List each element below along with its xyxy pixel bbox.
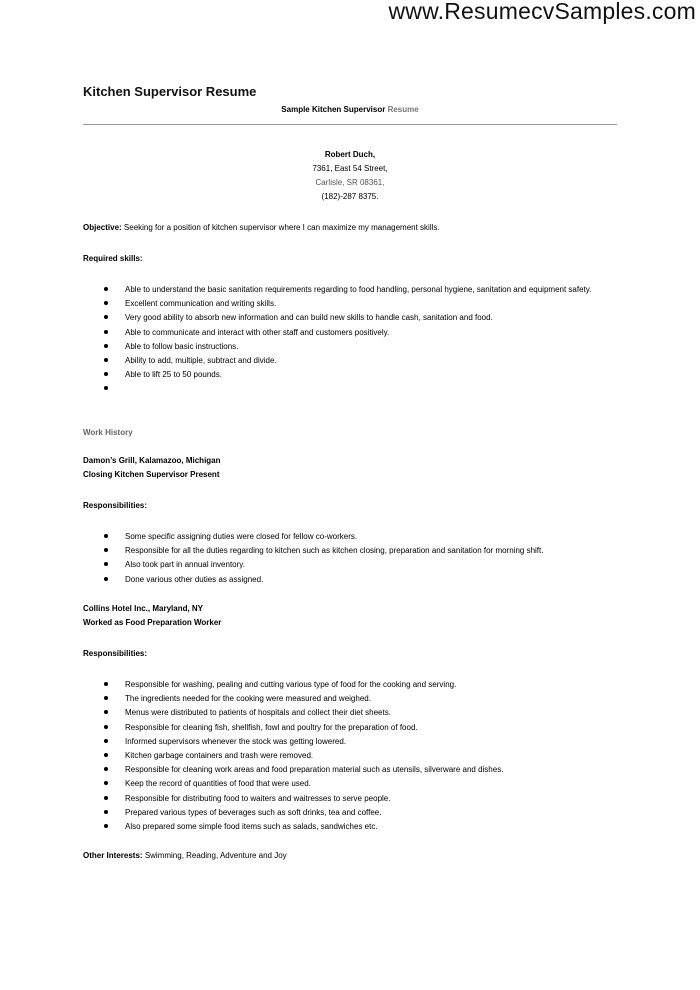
contact-name: Robert Duch, [324, 150, 376, 159]
skills-heading: Required skills: [83, 254, 143, 263]
job-1-employer: Damon’s Grill, Kalamazoo, Michigan [83, 456, 221, 465]
list-item: Some specific assigning duties were closed for fellow co-workers. [83, 530, 623, 544]
list-item: Menus were distributed to patients of hospitals and collect their diet sheets. [83, 706, 623, 720]
list-item: Informed supervisors whenever the stock was getting lowered. [83, 735, 623, 749]
list-item: Able to communicate and interact with other staff and customers positively. [83, 326, 623, 340]
job-1-responsibilities [83, 530, 623, 587]
work-history-heading: Work History [83, 428, 133, 437]
job-2-responsibilities-heading: Responsibilities: [83, 649, 148, 658]
list-item: The ingredients needed for the cooking were measured and weighed. [83, 692, 623, 706]
contact-phone: (182)-287 8375. [321, 192, 379, 201]
job-2-responsibilities [83, 678, 623, 834]
objective-text: Seeking for a position of kitchen supervisor where I can maximize my management skills. [123, 223, 440, 232]
subtitle-suffix: Resume [387, 105, 419, 114]
list-item: Also took part in annual inventory. [83, 558, 623, 572]
skills-list [83, 283, 623, 397]
list-item: Kitchen garbage containers and trash were removed. [83, 749, 623, 763]
header-divider [83, 124, 617, 125]
list-item: Prepared various types of beverages such as soft drinks, tea and coffee. [83, 806, 623, 820]
list-item: Able to follow basic instructions. [83, 340, 623, 354]
list-item: Ability to add, multiple, subtract and divide. [83, 354, 623, 368]
job-1-role: Closing Kitchen Supervisor Present [83, 470, 220, 479]
list-item: Responsible for distributing food to waiters and waitresses to serve people. [83, 792, 623, 806]
list-item: Responsible for all the duties regarding to kitchen such as kitchen closing, preparation and sanitation for morning shift. [83, 544, 623, 558]
resume-subtitle [0, 105, 700, 114]
interests-text: Swimming, Reading, Adventure and Joy [144, 851, 287, 860]
job-2-employer: Collins Hotel Inc., Maryland, NY [83, 604, 204, 613]
objective-label: Objective: [83, 223, 122, 232]
contact-city: Carlisle, SR 08361, [315, 178, 385, 187]
list-item: Responsible for cleaning work areas and food preparation material such as utensils, silverware and dishes. [83, 763, 623, 777]
interests-label: Other Interests: [83, 851, 143, 860]
list-item: Able to understand the basic sanitation requirements regarding to food handling, personal hygiene, sanitation and equipment safety. [83, 283, 623, 297]
list-item: Able to lift 25 to 50 pounds. [83, 368, 623, 382]
list-item [83, 382, 623, 396]
list-item: Keep the record of quantities of food that were used. [83, 777, 623, 791]
job-1-responsibilities-heading: Responsibilities: [83, 501, 148, 510]
job-2-role: Worked as Food Preparation Worker [83, 618, 222, 627]
other-interests [83, 851, 287, 860]
list-item: Very good ability to absorb new information and can build new skills to handle cash, sanitation and food. [83, 311, 623, 325]
list-item: Also prepared some simple food items such as salads, sandwiches etc. [83, 820, 623, 834]
list-item: Done various other duties as assigned. [83, 573, 623, 587]
list-item: Responsible for cleaning fish, shellfish, fowl and poultry for the preparation of food. [83, 721, 623, 735]
objective [83, 223, 440, 232]
contact-street: 7361, East 54 Street, [312, 164, 388, 173]
list-item: Excellent communication and writing skills. [83, 297, 623, 311]
subtitle-main: Sample Kitchen Supervisor [281, 105, 386, 114]
resume-title: Kitchen Supervisor Resume [83, 84, 257, 99]
contact-block [0, 148, 700, 204]
site-url-watermark: www.ResumecvSamples.com [388, 0, 696, 24]
list-item: Responsible for washing, pealing and cutting various type of food for the cooking and serving. [83, 678, 623, 692]
